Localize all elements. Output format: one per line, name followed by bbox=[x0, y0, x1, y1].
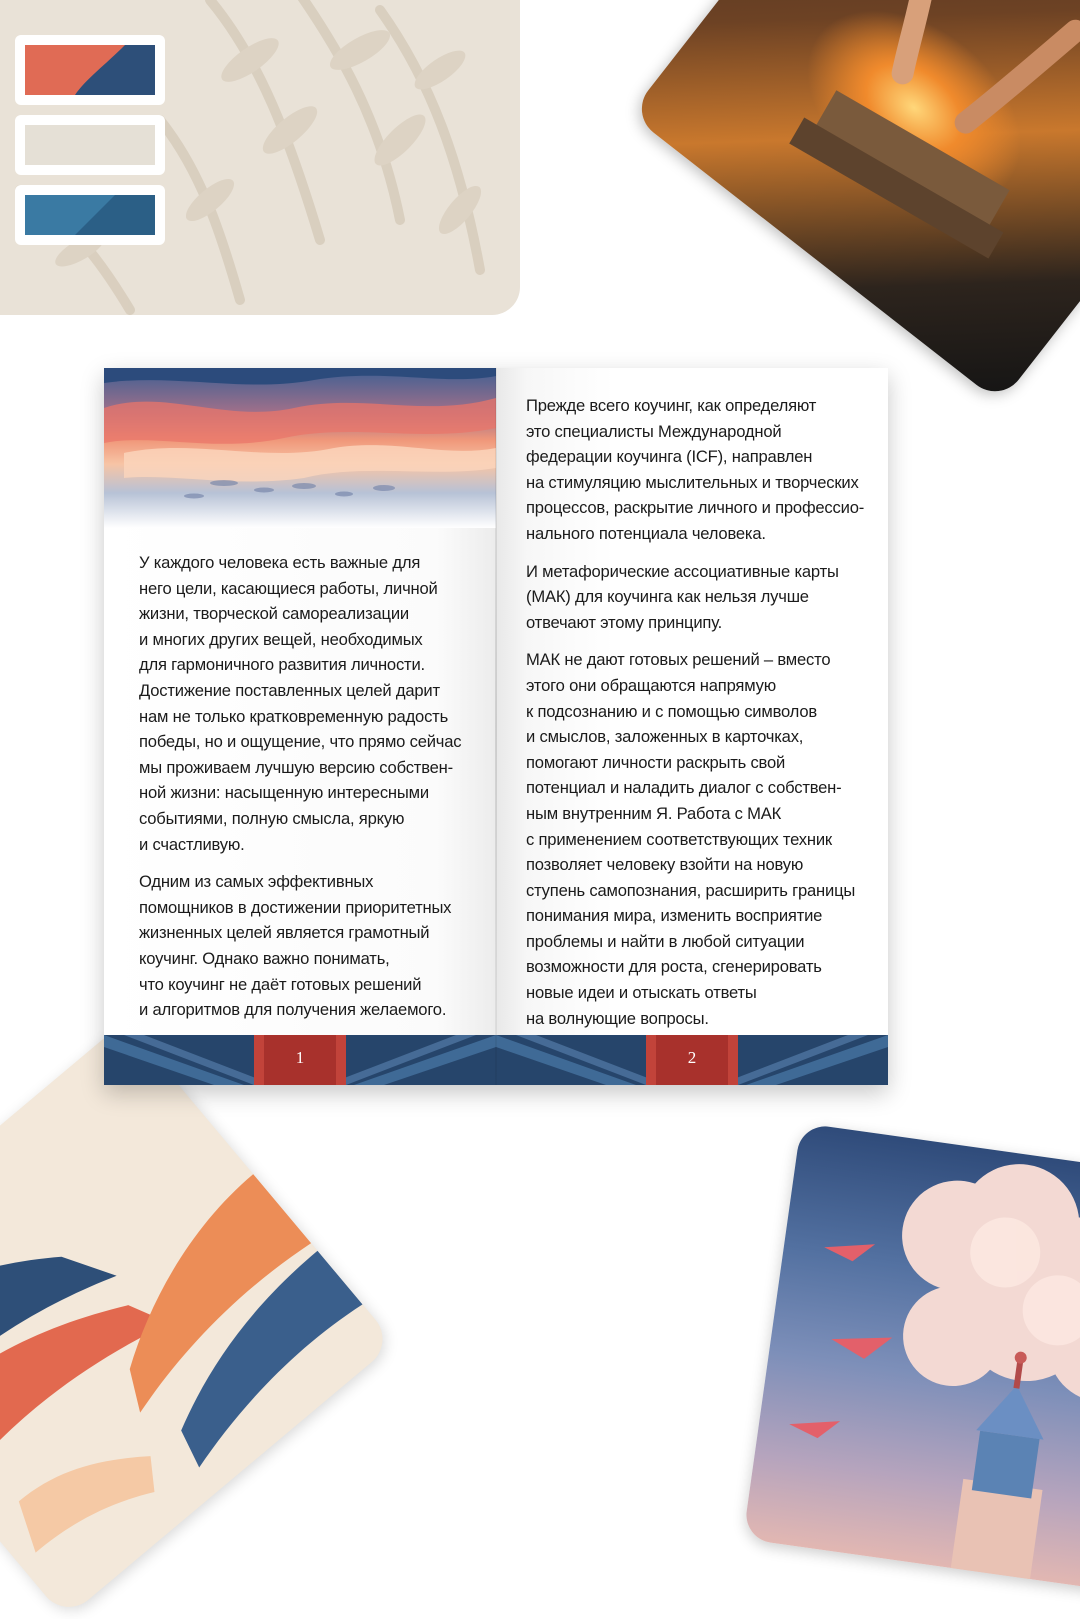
text-line: ступень самопознания, расширить границы bbox=[526, 880, 856, 900]
card-leaves-letters bbox=[0, 0, 520, 315]
booklet-page-right bbox=[496, 368, 888, 1085]
text-line: и смыслов, заложенных в карточках, bbox=[526, 727, 804, 747]
card-clouds-tower bbox=[743, 1123, 1080, 1597]
text-line: что коучинг не даёт готовых решений bbox=[139, 974, 422, 994]
text-line: ным внутренним Я. Работа с МАК bbox=[526, 803, 782, 823]
paragraph bbox=[139, 550, 461, 857]
text-line: победы, но и ощущение, что прямо сейчас bbox=[139, 732, 462, 752]
right-page-text bbox=[526, 393, 864, 1031]
text-line: процессов, раскрытие личного и профессио- bbox=[526, 498, 865, 518]
text-line: и алгоритмов для получения желаемого. bbox=[139, 1000, 447, 1020]
text-line: МАК не дают готовых решений – вместо bbox=[526, 650, 831, 670]
booklet-page-left bbox=[104, 368, 496, 1085]
text-line: Достижение поставленных целей дарит bbox=[139, 680, 440, 700]
text-line: и счастливую. bbox=[139, 834, 245, 854]
text-line: к подсознанию и с помощью символов bbox=[526, 701, 817, 721]
paragraph bbox=[526, 393, 864, 547]
sky-banner-illustration bbox=[104, 368, 496, 528]
letter-blocks-illustration bbox=[15, 35, 165, 245]
paragraph bbox=[526, 559, 864, 636]
text-line: позволяет человеку взойти на новую bbox=[526, 855, 804, 875]
booklet-spread bbox=[104, 368, 888, 1085]
text-line: нального потенциала человека. bbox=[526, 523, 766, 543]
text-line: ной жизни: насыщенную интересными bbox=[139, 783, 429, 803]
text-line: возможности для роста, сгенерировать bbox=[526, 957, 822, 977]
leaf-pattern-illustration bbox=[0, 0, 520, 315]
text-line: жизненных целей является грамотный bbox=[139, 923, 430, 943]
page-number: 2 bbox=[687, 1048, 697, 1067]
text-line: У каждого человека есть важные для bbox=[139, 553, 421, 572]
text-line: отвечают этому принципу. bbox=[526, 612, 723, 632]
text-line: понимания мира, изменить восприятие bbox=[526, 906, 823, 926]
text-line: нам не только кратковременную радость bbox=[139, 706, 449, 726]
text-line: помощников в достижении приоритетных bbox=[139, 897, 452, 917]
text-line: на волнующие вопросы. bbox=[526, 1008, 709, 1028]
text-line: Одним из самых эффективных bbox=[139, 872, 374, 892]
text-line: с применением соответствующих техник bbox=[526, 829, 832, 849]
paragraph bbox=[139, 869, 461, 1023]
page-number: 1 bbox=[295, 1048, 305, 1067]
text-line: на стимуляцию мыслительных и творческих bbox=[526, 472, 859, 492]
text-line: федерации коучинга (ICF), направлен bbox=[526, 447, 813, 467]
text-line: Прежде всего коучинг, как определяют bbox=[526, 396, 817, 415]
paragraph bbox=[526, 647, 864, 1031]
text-line: (МАК) для коучинга как нельзя лучше bbox=[526, 587, 809, 607]
fire-hands-illustration bbox=[630, 0, 1080, 403]
text-line: И метафорические ассоциативные карты bbox=[526, 561, 839, 581]
left-page-text bbox=[139, 550, 461, 1023]
card-reaching-hands bbox=[0, 1021, 395, 1619]
reaching-hands-illustration bbox=[0, 1021, 395, 1619]
text-line: помогают личности раскрыть свой bbox=[526, 752, 786, 772]
text-line: для гармоничного развития личности. bbox=[139, 655, 425, 675]
text-line: жизни, творческой самореализации bbox=[139, 604, 409, 624]
text-line: него цели, касающиеся работы, личной bbox=[139, 578, 438, 598]
card-fire-hands bbox=[630, 0, 1080, 403]
text-line: проблемы и найти в любой ситуации bbox=[526, 931, 805, 951]
clouds-tower-illustration bbox=[743, 1123, 1080, 1597]
text-line: и многих других вещей, необходимых bbox=[139, 629, 423, 649]
text-line: новые идеи и отыскать ответы bbox=[526, 983, 757, 1003]
text-line: мы проживаем лучшую версию собствен- bbox=[139, 757, 453, 777]
booklet-fold bbox=[495, 368, 497, 1085]
text-line: коучинг. Однако важно понимать, bbox=[139, 948, 390, 968]
text-line: потенциал и наладить диалог с собствен- bbox=[526, 778, 842, 798]
text-line: это специалисты Международной bbox=[526, 421, 782, 441]
text-line: этого они обращаются напрямую bbox=[526, 675, 776, 695]
text-line: событиями, полную смысла, яркую bbox=[139, 808, 405, 828]
